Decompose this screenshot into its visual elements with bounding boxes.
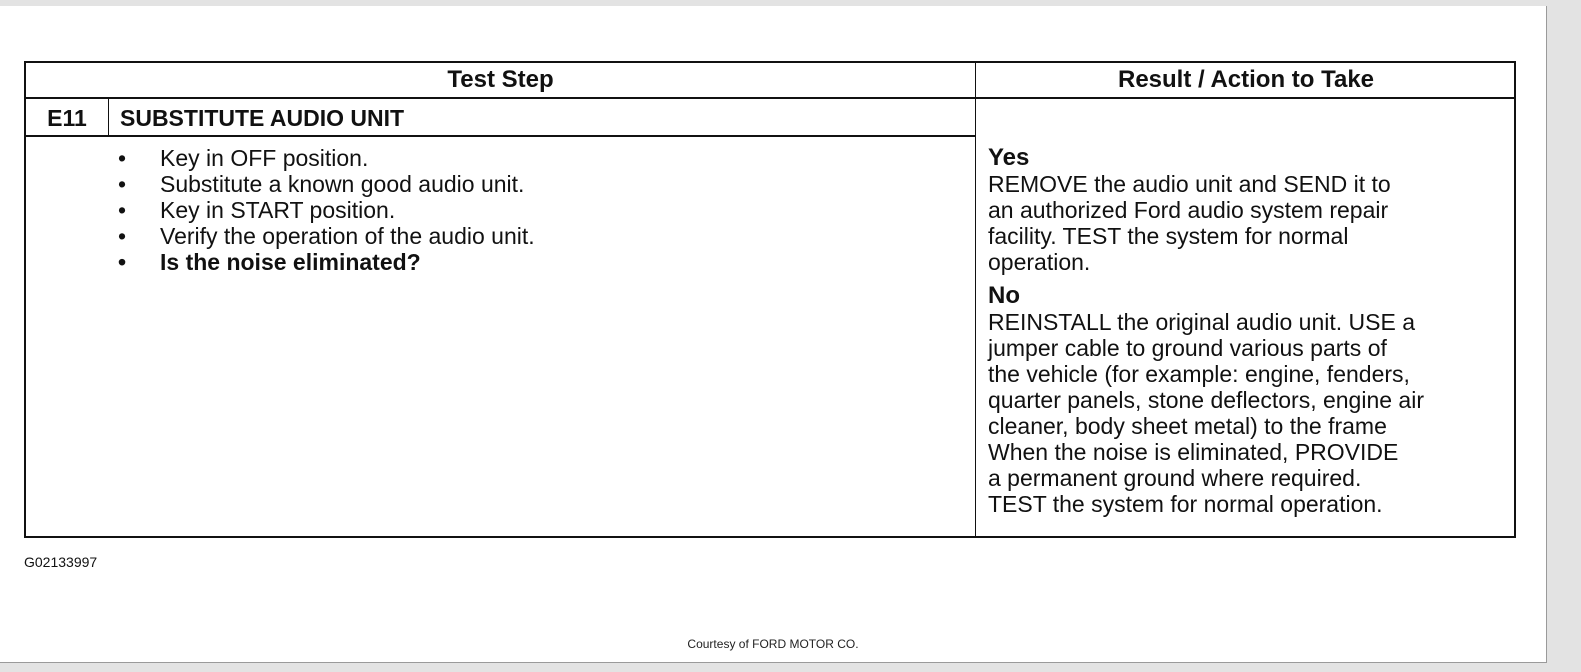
list-item-text: Is the noise eliminated? xyxy=(160,249,421,275)
test-step-table xyxy=(24,61,1516,538)
bullet-icon: • xyxy=(118,197,127,223)
test-step-list xyxy=(116,145,535,275)
courtesy-line: Courtesy of FORD MOTOR CO. xyxy=(687,637,859,651)
bullet-icon: • xyxy=(118,145,127,171)
list-item xyxy=(116,197,535,223)
figure-id: G02133997 xyxy=(24,554,98,570)
header-test-step: Test Step xyxy=(447,66,554,93)
list-item xyxy=(116,145,535,171)
header-result-action: Result / Action to Take xyxy=(1117,66,1375,93)
list-item-text: Key in START position. xyxy=(160,197,396,223)
list-item xyxy=(116,223,535,249)
list-item xyxy=(116,171,535,197)
step-id-divider xyxy=(108,99,109,135)
list-item-question xyxy=(116,249,535,275)
result-yes-text: REMOVE the audio unit and SEND it to an authorized Ford audio system repair facility. TEST the system for normal operation. xyxy=(988,171,1391,275)
document-page xyxy=(0,6,1547,663)
step-title-rule xyxy=(26,135,976,137)
result-no-text: REINSTALL the original audio unit. USE a jumper cable to ground various parts of the vehicle (for example: engine, fenders, quarter panels, stone deflectors, engine air cleaner, body sheet metal) to the frame When the noise is eliminated, PROVIDE a permanent ground where required. TEST the system for normal operation. xyxy=(988,309,1424,517)
result-no-block xyxy=(988,283,1516,517)
list-item-text: Substitute a known good audio unit. xyxy=(160,171,525,197)
result-column xyxy=(988,145,1516,517)
result-yes-heading: Yes xyxy=(988,144,1030,171)
bullet-icon: • xyxy=(118,249,127,275)
result-yes-block xyxy=(988,145,1516,275)
result-no-heading: No xyxy=(988,282,1020,309)
bullet-icon: • xyxy=(118,223,127,249)
bullet-icon: • xyxy=(118,171,127,197)
column-divider xyxy=(975,63,976,536)
list-item-text: Key in OFF position. xyxy=(160,145,369,171)
step-title: SUBSTITUTE AUDIO UNIT xyxy=(120,105,405,131)
list-item-text: Verify the operation of the audio unit. xyxy=(160,223,535,249)
step-id: E11 xyxy=(47,105,87,131)
